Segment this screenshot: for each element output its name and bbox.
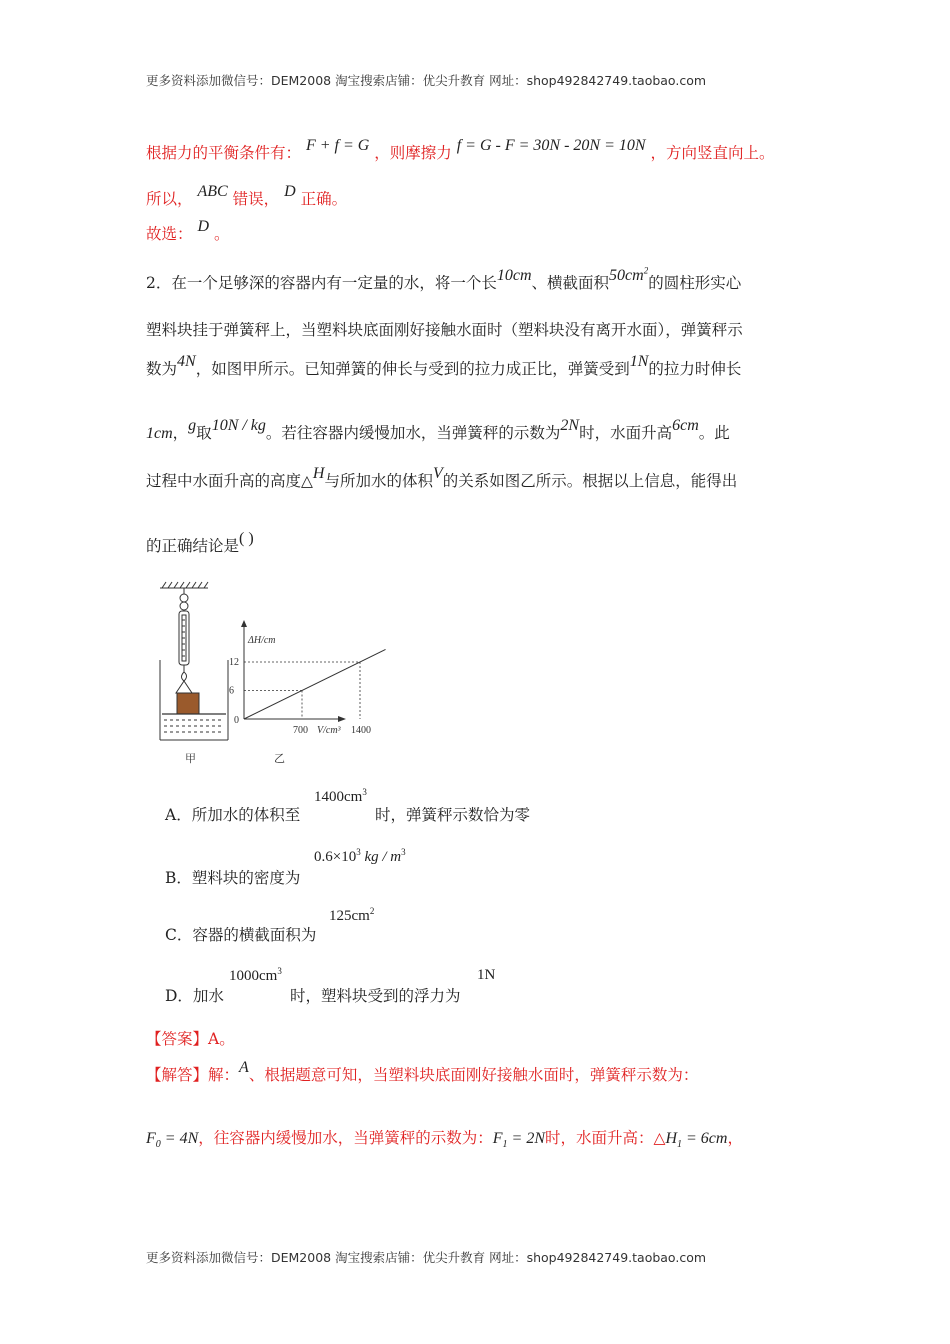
- option-d-mid: 时，塑料块受到的浮力为: [290, 987, 461, 1005]
- x-axis-label: V/cm³: [317, 725, 341, 736]
- x-tick-label-1: 700: [293, 725, 308, 736]
- question-2-line-5: 过程中水面升高的高度△H与所加水的体积V的关系如图乙所示。根据以上信息，能得出: [146, 465, 738, 490]
- y-tick-label-2: 12: [229, 657, 239, 668]
- option-d-value-2: 1N: [477, 967, 496, 983]
- equation-balance: F + f = G: [305, 137, 370, 154]
- option-b[interactable]: B．塑料块的密度为: [165, 869, 301, 887]
- option-a[interactable]: A．所加水的体积至: [165, 806, 301, 824]
- spring-balance-icon: [176, 588, 192, 693]
- y-axis-label: ΔH/cm: [248, 635, 276, 646]
- plastic-block: [177, 693, 199, 714]
- option-a-tail: 时，弹簧秤示数恰为零: [375, 806, 531, 824]
- option-c-value: $125cm^2$: [329, 906, 375, 924]
- question-2-line-2: 塑料块挂于弹簧秤上，当塑料块底面刚好接触水面时（塑料块没有离开水面），弹簧秤示: [146, 321, 743, 339]
- figure-label-yi: 乙: [274, 752, 285, 765]
- question-2-line-3: 数为4N，如图甲所示。已知弹簧的伸长与受到的拉力成正比，弹簧受到1N的拉力时伸长: [146, 353, 742, 378]
- option-b-value: $0.6\times 10^3$ kg / $m^3$: [314, 847, 406, 865]
- option-a-value: $1400cm^3$: [314, 787, 367, 805]
- experiment-figure: [152, 578, 371, 768]
- answer-label: 【答案】: [146, 1030, 209, 1048]
- prev-solution-line-2: 所以， ABC 错误， D 正确。: [146, 183, 348, 208]
- origin-label: 0: [234, 715, 239, 726]
- question-2-line-4: 1cm，g取10N / kg。若往容器内缓慢加水，当弹簧秤的示数为2N时，水面升高6cm。此: [146, 417, 730, 442]
- option-d-value: $1000cm^3$: [229, 966, 282, 984]
- y-tick-label-1: 6: [229, 685, 234, 697]
- ceiling-support-icon: [160, 582, 208, 588]
- prev-solution-line-1: 根据力的平衡条件有： F + f = G ，则摩擦力 f = G - F = 30N - 20N = 10N ，方向竖直向上。: [146, 137, 775, 162]
- explanation-line-2: $F_0 = 4N$，往容器内缓慢加水，当弹簧秤的示数为：$F_1 = 2N$时，水面升高：$\triangle H_1 = 6cm$，: [146, 1129, 743, 1151]
- volume-height-graph: [229, 620, 386, 736]
- page-footer: 更多资料添加微信号：DEM2008 淘宝搜索店铺：优尖升教育 网址：shop492842749.taobao.com: [146, 1250, 707, 1265]
- x-axis-arrow-icon: [338, 716, 346, 722]
- x-tick-label-2: 1400: [351, 725, 371, 736]
- question-2-line-1: 2．在一个足够深的容器内有一定量的水，将一个长10cm、横截面积$50cm^2$的圆柱形实心: [146, 265, 742, 292]
- explanation-label: 【解答】: [146, 1066, 209, 1084]
- question-2-line-6: 的正确结论是( ): [146, 530, 254, 555]
- option-d[interactable]: D．加水: [165, 987, 224, 1005]
- option-c[interactable]: C．容器的横截面积为: [165, 926, 317, 944]
- explanation-line-1: 【解答】解：A、根据题意可知，当塑料块底面刚好接触水面时，弹簧秤示数为：: [146, 1059, 699, 1084]
- y-axis-arrow-icon: [241, 620, 247, 627]
- equation-friction: f = G - F = 30N - 20N = 10N: [456, 137, 646, 154]
- figure-label-jia: 甲: [185, 752, 196, 765]
- answer-value: A。: [208, 1030, 235, 1048]
- answer-line: [146, 1027, 235, 1049]
- series-line-delta-h: [244, 649, 386, 719]
- page-header: 更多资料添加微信号：DEM2008 淘宝搜索店铺：优尖升教育 网址：shop492842749.taobao.com: [146, 73, 707, 88]
- prev-solution-line-3: 故选： D 。: [146, 218, 230, 243]
